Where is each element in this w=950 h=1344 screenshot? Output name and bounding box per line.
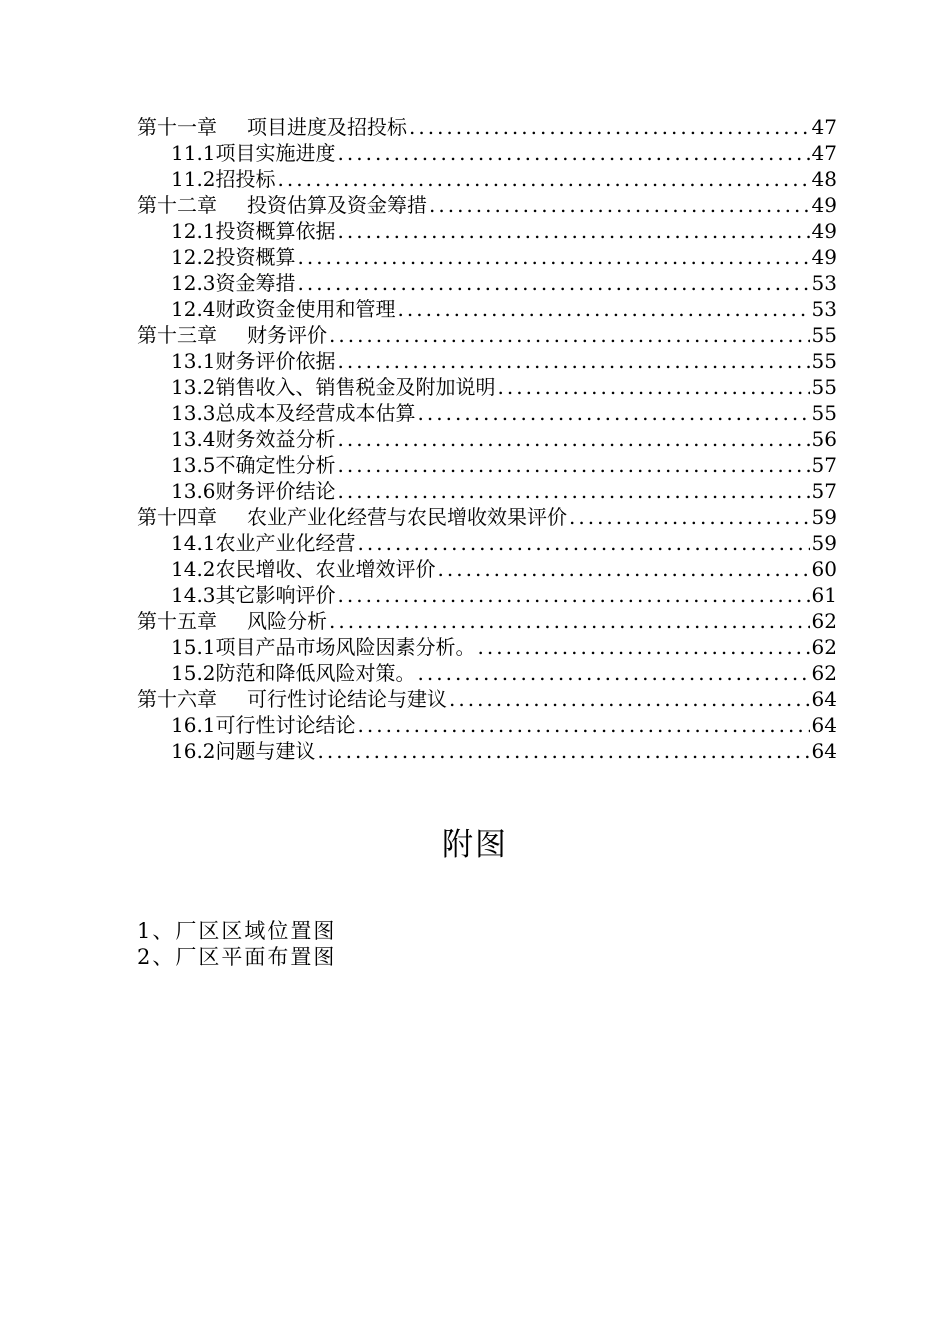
toc-dot-leader (318, 738, 810, 764)
toc-entry-text: 12.1投资概算依据 (171, 219, 336, 243)
appendix-list (137, 918, 336, 970)
toc-entry-title (137, 114, 407, 140)
toc-dot-leader (358, 712, 810, 738)
toc-page-number: 64 (811, 713, 837, 737)
toc-entry-text: 13.4财务效益分析 (171, 427, 336, 451)
toc-dot-leader (338, 140, 810, 166)
toc-page-number: 48 (811, 167, 837, 191)
toc-page-number: 62 (811, 635, 837, 659)
toc-dot-leader (429, 192, 810, 218)
toc-entry-title (171, 426, 336, 452)
toc-chapter-number: 第十三章 (137, 323, 217, 347)
toc-page-number: 56 (811, 427, 837, 451)
toc-dot-leader (569, 504, 810, 530)
toc-entry-text: 11.1项目实施进度 (171, 141, 336, 165)
toc-chapter-entry[interactable] (137, 114, 837, 140)
toc-entry-title (171, 140, 336, 166)
toc-entry-title (171, 374, 496, 400)
toc-entry-title (171, 348, 336, 374)
toc-entry-text: 16.1可行性讨论结论 (171, 713, 356, 737)
toc-section-entry[interactable] (137, 244, 837, 270)
toc-dot-leader (338, 348, 810, 374)
toc-entry-title (171, 166, 276, 192)
toc-section-entry[interactable] (137, 660, 837, 686)
toc-dot-leader (329, 322, 810, 348)
toc-section-entry[interactable] (137, 270, 837, 296)
toc-section-entry[interactable] (137, 738, 837, 764)
toc-page-number: 62 (811, 609, 837, 633)
toc-chapter-entry[interactable] (137, 192, 837, 218)
toc-page-number: 62 (811, 661, 837, 685)
appendix-item: 2、厂区平面布置图 (137, 945, 337, 969)
toc-page-number: 49 (811, 219, 837, 243)
toc-chapter-number: 第十六章 (137, 687, 217, 711)
toc-entry-text: 15.1项目产品市场风险因素分析。 (171, 635, 476, 659)
toc-entry-text: 可行性讨论结论与建议 (247, 687, 447, 711)
toc-page-number: 61 (811, 583, 837, 607)
toc-dot-leader (338, 582, 810, 608)
toc-section-entry[interactable] (137, 634, 837, 660)
toc-dot-leader (358, 530, 810, 556)
toc-chapter-entry[interactable] (137, 608, 837, 634)
toc-entry-text: 14.2农民增收、农业增效评价 (171, 557, 436, 581)
toc-entry-title (171, 296, 396, 322)
toc-page-number: 57 (811, 453, 837, 477)
toc-page-number: 59 (811, 531, 837, 555)
toc-section-entry[interactable] (137, 374, 837, 400)
toc-page-number: 53 (811, 297, 837, 321)
toc-dot-leader (478, 634, 810, 660)
toc-entry-title (171, 738, 316, 764)
toc-entry-title (171, 712, 356, 738)
toc-entry-text: 11.2招投标 (171, 167, 276, 191)
appendix-heading: 附图 (442, 827, 508, 863)
toc-dot-leader (298, 244, 810, 270)
toc-page-number: 60 (811, 557, 837, 581)
toc-dot-leader (338, 426, 810, 452)
toc-chapter-number: 第十四章 (137, 505, 217, 529)
toc-chapter-entry[interactable] (137, 686, 837, 712)
toc-page-number: 55 (811, 323, 837, 347)
toc-dot-leader (449, 686, 810, 712)
toc-section-entry[interactable] (137, 530, 837, 556)
toc-section-entry[interactable] (137, 218, 837, 244)
toc-dot-leader (338, 218, 810, 244)
toc-dot-leader (418, 400, 810, 426)
toc-entry-title (137, 192, 427, 218)
toc-page-number: 64 (811, 687, 837, 711)
toc-chapter-number: 第十五章 (137, 609, 217, 633)
toc-dot-leader (338, 452, 810, 478)
toc-page-number: 49 (811, 245, 837, 269)
toc-page-number: 57 (811, 479, 837, 503)
toc-entry-title (137, 504, 567, 530)
toc-entry-text: 13.2销售收入、销售税金及附加说明 (171, 375, 496, 399)
toc-section-entry[interactable] (137, 296, 837, 322)
toc-entry-title (171, 270, 296, 296)
toc-entry-title (171, 400, 416, 426)
toc-entry-title (171, 452, 336, 478)
toc-entry-text: 12.4财政资金使用和管理 (171, 297, 396, 321)
toc-dot-leader (418, 660, 810, 686)
toc-chapter-entry[interactable] (137, 322, 837, 348)
toc-entry-text: 15.2防范和降低风险对策。 (171, 661, 416, 685)
toc-entry-text: 14.1农业产业化经营 (171, 531, 356, 555)
toc-entry-title (171, 244, 296, 270)
toc-entry-title (171, 634, 476, 660)
toc-section-entry[interactable] (137, 582, 837, 608)
toc-entry-text: 风险分析 (247, 609, 327, 633)
toc-chapter-entry[interactable] (137, 504, 837, 530)
toc-entry-text: 12.3资金筹措 (171, 271, 296, 295)
toc-entry-text: 农业产业化经营与农民增收效果评价 (247, 505, 567, 529)
toc-entry-text: 13.1财务评价依据 (171, 349, 336, 373)
toc-entry-title (171, 218, 336, 244)
toc-page-number: 47 (811, 115, 837, 139)
toc-entry-text: 财务评价 (247, 323, 327, 347)
toc-entry-text: 16.2问题与建议 (171, 739, 316, 763)
toc-section-entry[interactable] (137, 348, 837, 374)
toc-entry-title (171, 478, 336, 504)
toc-page-number: 53 (811, 271, 837, 295)
toc-section-entry[interactable] (137, 478, 837, 504)
toc-dot-leader (298, 270, 810, 296)
toc-entry-title (137, 322, 327, 348)
toc-section-entry[interactable] (137, 556, 837, 582)
toc-dot-leader (498, 374, 810, 400)
toc-entry-title (137, 608, 327, 634)
toc-section-entry[interactable] (137, 426, 837, 452)
toc-section-entry[interactable] (137, 452, 837, 478)
toc-entry-text: 13.3总成本及经营成本估算 (171, 401, 416, 425)
toc-entry-text: 13.6财务评价结论 (171, 479, 336, 503)
toc-entry-text: 13.5不确定性分析 (171, 453, 336, 477)
toc-entry-title (171, 582, 336, 608)
toc-chapter-number: 第十二章 (137, 193, 217, 217)
toc-page-number: 64 (811, 739, 837, 763)
toc-entry-title (171, 556, 436, 582)
toc-dot-leader (329, 608, 810, 634)
appendix-item: 1、厂区区域位置图 (137, 919, 337, 943)
toc-dot-leader (438, 556, 810, 582)
toc-page-number: 55 (811, 375, 837, 399)
toc-entry-text: 投资估算及资金筹措 (247, 193, 427, 217)
toc-entry-text: 项目进度及招投标 (247, 115, 407, 139)
toc-page-number: 55 (811, 349, 837, 373)
table-of-contents (137, 114, 837, 764)
toc-dot-leader (338, 478, 810, 504)
toc-dot-leader (398, 296, 810, 322)
toc-page-number: 55 (811, 401, 837, 425)
toc-entry-title (171, 660, 416, 686)
toc-entry-text: 12.2投资概算 (171, 245, 296, 269)
toc-dot-leader (409, 114, 810, 140)
toc-entry-title (171, 530, 356, 556)
toc-section-entry[interactable] (137, 400, 837, 426)
toc-chapter-number: 第十一章 (137, 115, 217, 139)
toc-page-number: 59 (811, 505, 837, 529)
toc-page-number: 49 (811, 193, 837, 217)
toc-section-entry[interactable] (137, 166, 837, 192)
toc-section-entry[interactable] (137, 712, 837, 738)
toc-entry-title (137, 686, 447, 712)
toc-entry-text: 14.3其它影响评价 (171, 583, 336, 607)
toc-dot-leader (278, 166, 810, 192)
toc-page-number: 47 (811, 141, 837, 165)
toc-section-entry[interactable] (137, 140, 837, 166)
